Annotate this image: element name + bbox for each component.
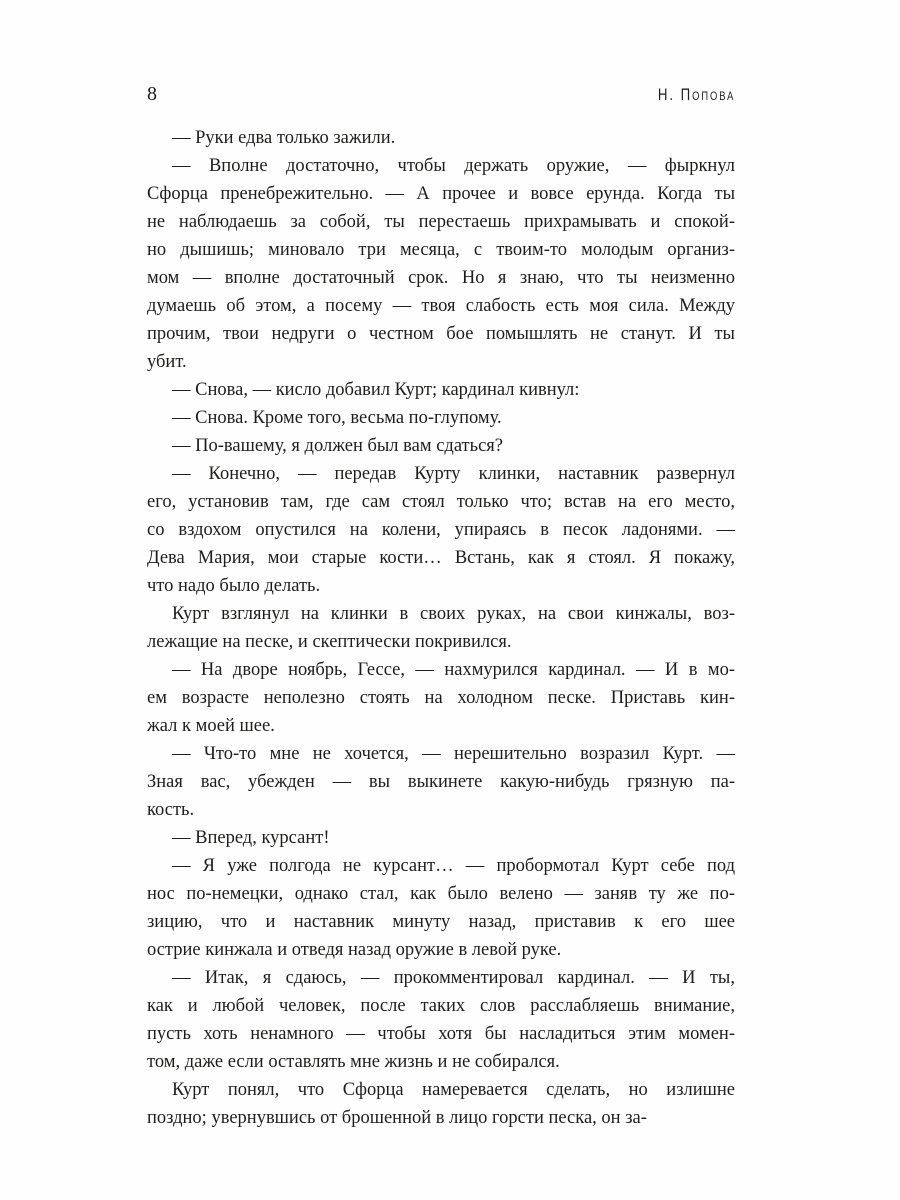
text-line: Сфорца пренебрежительно. — А прочее и вовсе ерунда. Когда ты	[147, 184, 735, 204]
paragraph	[147, 656, 735, 740]
text-line: Зная вас, убежден — вы выкинете какую-нибудь грязную па-	[147, 772, 735, 792]
text-line: думаешь об этом, а посему — твоя слабость есть моя сила. Между	[147, 296, 735, 316]
page-text	[147, 124, 735, 1132]
text-line: ем возрасте неполезно стоять на холодном песке. Приставь кин-	[147, 688, 735, 708]
text-line: — Конечно, — передав Курту клинки, наставник развернул	[172, 464, 735, 484]
text-line: — По-вашему, я должен был вам сдаться?	[172, 436, 504, 456]
text-line: — Вперед, курсант!	[172, 828, 330, 848]
paragraph	[147, 404, 735, 432]
text-line: — Снова, — кисло добавил Курт; кардинал кивнул:	[172, 380, 580, 400]
text-line: — Вполне достаточно, чтобы держать оружие, — фыркнул	[172, 156, 735, 176]
page-header	[147, 84, 735, 105]
text-line: — Снова. Кроме того, весьма по-глупому.	[172, 408, 502, 428]
text-line: как и любой человек, после таких слов расслабляешь внимание,	[147, 996, 735, 1016]
text-line: его, установив там, где сам стоял только что; встав на его место,	[147, 492, 735, 512]
text-line: — Руки едва только зажили.	[172, 128, 396, 148]
text-line: Курт взглянул на клинки в своих руках, на свои кинжалы, воз-	[172, 604, 735, 624]
running-title: Н. Попова	[657, 85, 735, 104]
paragraph	[147, 1076, 735, 1132]
text-line: лежащие на песке, и скептически покривился.	[147, 632, 512, 652]
text-line: зицию, что и наставник минуту назад, приставив к его шее	[147, 912, 735, 932]
text-line: — На дворе ноябрь, Гессе, — нахмурился кардинал. — И в мо-	[172, 660, 735, 680]
paragraph	[147, 964, 735, 1076]
paragraph	[147, 740, 735, 824]
text-line: — Итак, я сдаюсь, — прокомментировал кардинал. — И ты,	[172, 968, 735, 988]
text-line: поздно; увернувшись от брошенной в лицо горсти песка, он за-	[147, 1108, 647, 1128]
text-line: пусть хоть ненамного — чтобы хотя бы насладиться этим момен-	[147, 1024, 735, 1044]
text-line: не наблюдаешь за собой, ты перестаешь прихрамывать и спокой-	[147, 212, 735, 232]
text-line: Дева Мария, мои старые кости… Встань, как я стоял. Я покажу,	[147, 548, 735, 568]
paragraph	[147, 152, 735, 376]
paragraph	[147, 432, 735, 460]
text-line: мом — вполне достаточный срок. Но я знаю, что ты неизменно	[147, 268, 735, 288]
text-line: том, даже если оставлять мне жизнь и не собирался.	[147, 1052, 560, 1072]
paragraph	[147, 824, 735, 852]
page-number: 8	[147, 83, 157, 105]
text-line: что надо было делать.	[147, 576, 321, 596]
text-line: острие кинжала и отведя назад оружие в левой руке.	[147, 940, 562, 960]
text-line: со вздохом опустился на колени, упираясь в песок ладонями. —	[147, 520, 735, 540]
paragraph	[147, 376, 735, 404]
text-line: убит.	[147, 352, 187, 372]
text-line: прочим, твои недруги о честном бое помышлять не станут. И ты	[147, 324, 735, 344]
paragraph	[147, 460, 735, 600]
text-line: Курт понял, что Сфорца намеревается сделать, но излишне	[172, 1080, 735, 1100]
text-line: кость.	[147, 800, 195, 820]
text-line: нос по-немецки, однако стал, как было велено — заняв ту же по-	[147, 884, 735, 904]
text-line: — Я уже полгода не курсант… — пробормотал Курт себе под	[172, 856, 735, 876]
text-line: жал к моей шее.	[147, 716, 275, 736]
paragraph	[147, 852, 735, 964]
paragraph	[147, 600, 735, 656]
text-line: — Что-то мне не хочется, — нерешительно возразил Курт. —	[172, 744, 735, 764]
paragraph	[147, 124, 735, 152]
text-line: но дышишь; миновало три месяца, с твоим-то молодым организ-	[147, 240, 735, 260]
